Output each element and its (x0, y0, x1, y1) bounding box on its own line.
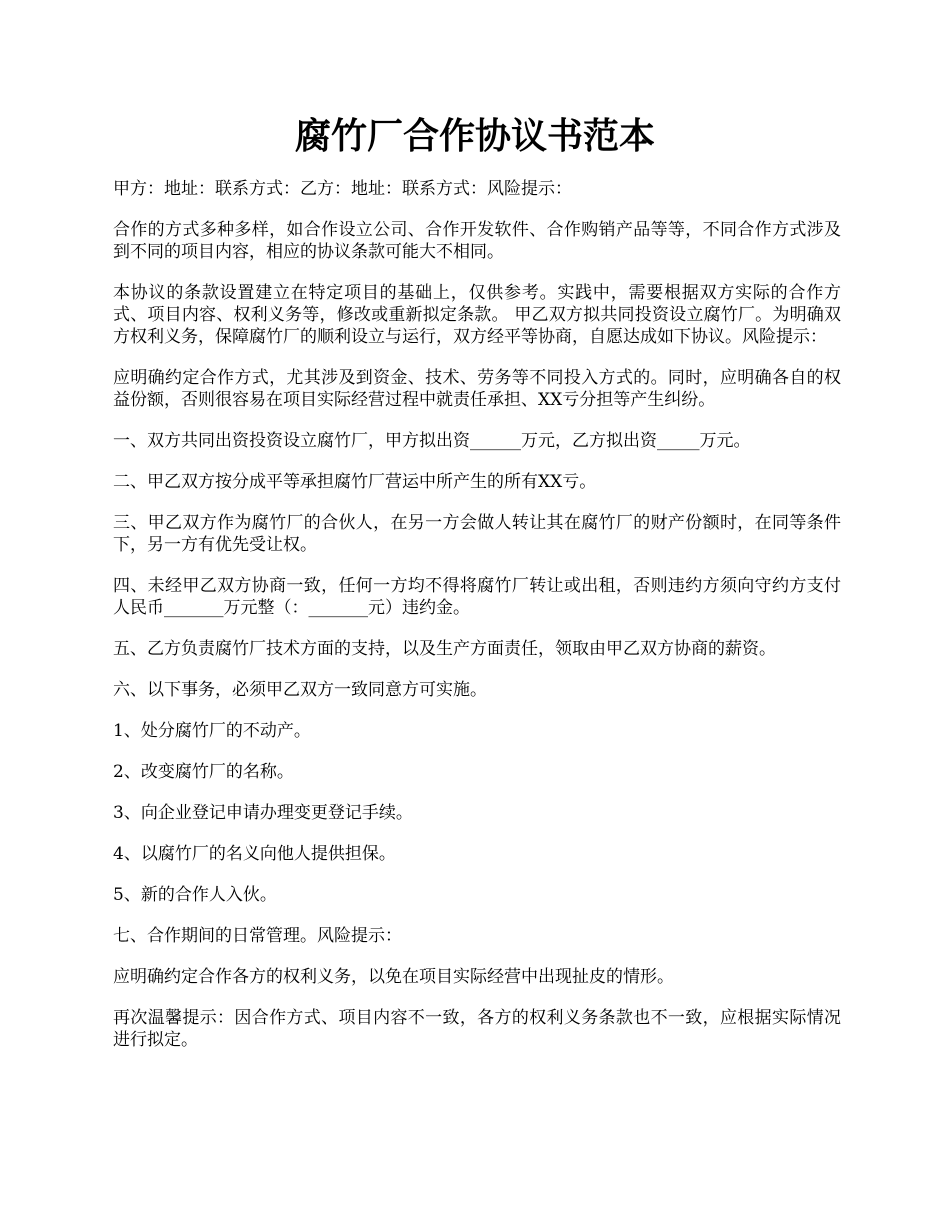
paragraph-final-reminder: 再次温馨提示：因合作方式、项目内容不一致，各方的权利义务条款也不一致，应根据实际情况进行拟定。 (113, 1008, 841, 1050)
paragraph-risk-note: 应明确约定合作方式，尤其涉及到资金、技术、劳务等不同投入方式的。同时，应明确各自的权益份额，否则很容易在项目实际经营过程中就责任承担、XX亏分担等产生纠纷。 (113, 368, 841, 410)
paragraph-cooperation-intro: 合作的方式多种多样，如合作设立公司、合作开发软件、合作购销产品等等，不同合作方式涉及到不同的项目内容，相应的协议条款可能大不相同。 (113, 220, 841, 262)
clause-6-item-1: 1、处分腐竹厂的不动产。 (113, 721, 311, 741)
clause-3: 三、甲乙双方作为腐竹厂的合伙人，在另一方会做人转让其在腐竹厂的财产份额时，在同等条件下，另一方有优先受让权。 (113, 513, 841, 555)
paragraph-agreement-basis: 本协议的条款设置建立在特定项目的基础上，仅供参考。实践中，需要根据双方实际的合作方式、项目内容、权利义务等，修改或重新拟定条款。 甲乙双方拟共同投资设立腐竹厂。为明确双方权利义务，保障腐竹厂的顺利设立与运行，双方经平等协商，自愿达成如下协议。风险提示： (113, 283, 841, 347)
clause-2: 二、甲乙双方按分成平等承担腐竹厂营运中所产生的所有XX亏。 (113, 472, 597, 492)
paragraph-rights-note: 应明确约定合作各方的权利义务，以免在项目实际经营中出现扯皮的情形。 (113, 967, 674, 987)
clause-5: 五、乙方负责腐竹厂技术方面的支持，以及生产方面责任，领取由甲乙双方协商的薪资。 (113, 639, 776, 659)
clause-7: 七、合作期间的日常管理。风险提示： (113, 926, 402, 946)
clause-6-item-2: 2、改变腐竹厂的名称。 (113, 762, 294, 782)
document-title: 腐竹厂合作协议书范本 (294, 115, 655, 157)
clause-6-item-5: 5、新的合作人入伙。 (113, 885, 277, 905)
clause-1: 一、双方共同出资投资设立腐竹厂，甲方拟出资______万元，乙方拟出资_____万元。 (113, 431, 751, 451)
paragraph-parties: 甲方：地址：联系方式：乙方：地址：联系方式：风险提示： (113, 179, 572, 199)
document-body (113, 178, 841, 1070)
clause-4: 四、未经甲乙双方协商一致，任何一方均不得将腐竹厂转让或出租，否则违约方须向守约方支付人民币_______万元整（：_______元）违约金。 (113, 576, 841, 618)
clause-6-item-4: 4、以腐竹厂的名义向他人提供担保。 (113, 844, 396, 864)
clause-6: 六、以下事务，必须甲乙双方一致同意方可实施。 (113, 680, 487, 700)
clause-6-item-3: 3、向企业登记申请办理变更登记手续。 (113, 803, 413, 823)
